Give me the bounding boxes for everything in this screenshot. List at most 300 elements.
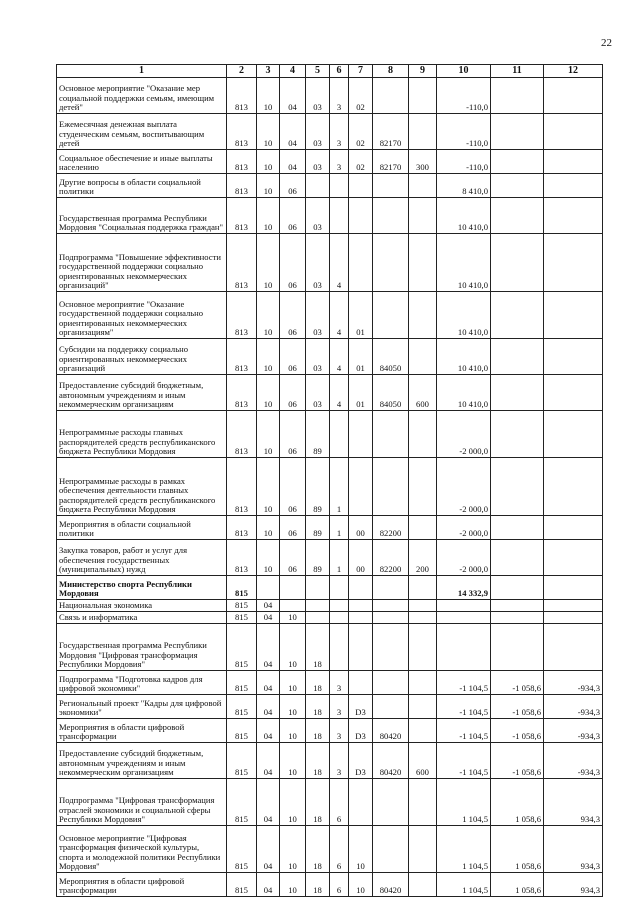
table-row — [57, 779, 603, 826]
table-cell: 03 — [306, 234, 330, 292]
table-cell: 813 — [227, 174, 257, 198]
table-cell — [373, 292, 409, 339]
table-cell: 04 — [257, 826, 280, 873]
table-cell: 89 — [306, 516, 330, 540]
table-cell: 10 — [280, 779, 306, 826]
table-row — [57, 78, 603, 114]
table-cell: 10 — [280, 671, 306, 695]
table-cell: 8 410,0 — [437, 174, 491, 198]
table-cell: 1 058,6 — [491, 826, 544, 873]
table-cell: 01 — [349, 375, 373, 411]
table-cell: 815 — [227, 612, 257, 624]
table-cell — [349, 198, 373, 234]
table-cell — [373, 198, 409, 234]
table-cell: 815 — [227, 743, 257, 779]
table-cell: 18 — [306, 624, 330, 671]
table-cell: 3 — [330, 695, 349, 719]
row-label: Социальное обеспечение и иные выплаты населению — [57, 150, 227, 174]
table-row — [57, 150, 603, 174]
row-label: Непрограммные расходы главных распорядителей средств республиканского бюджета Республики Мордовия — [57, 411, 227, 458]
table-cell: 06 — [280, 540, 306, 576]
table-cell: 82170 — [373, 150, 409, 174]
table-cell: 80420 — [373, 719, 409, 743]
table-cell — [491, 339, 544, 375]
table-cell: 80420 — [373, 873, 409, 897]
table-cell: 813 — [227, 114, 257, 150]
table-row — [57, 234, 603, 292]
table-cell: 06 — [280, 411, 306, 458]
table-cell: 815 — [227, 671, 257, 695]
table-cell — [491, 516, 544, 540]
table-cell: 934,3 — [544, 826, 603, 873]
table-cell: 815 — [227, 624, 257, 671]
table-cell — [544, 375, 603, 411]
table-row — [57, 458, 603, 516]
row-label: Национальная экономика — [57, 600, 227, 612]
table-cell: 815 — [227, 779, 257, 826]
table-cell: 10 — [280, 873, 306, 897]
table-cell: 813 — [227, 234, 257, 292]
table-cell: 84050 — [373, 339, 409, 375]
table-cell — [373, 411, 409, 458]
table-cell — [409, 411, 437, 458]
table-cell: 18 — [306, 671, 330, 695]
row-label: Государственная программа Республики Мордовия "Социальная поддержка граждан" — [57, 198, 227, 234]
table-cell: 3 — [330, 671, 349, 695]
table-cell: 10 — [257, 339, 280, 375]
table-cell — [349, 779, 373, 826]
table-cell: -1 058,6 — [491, 671, 544, 695]
table-cell: 04 — [257, 719, 280, 743]
table-cell: 00 — [349, 540, 373, 576]
table-cell: 10 — [280, 695, 306, 719]
table-cell — [491, 78, 544, 114]
table-cell — [437, 612, 491, 624]
table-cell: 6 — [330, 826, 349, 873]
table-row — [57, 292, 603, 339]
row-label: Министерство спорта Республики Мордовия — [57, 576, 227, 600]
table-cell — [373, 458, 409, 516]
table-cell — [544, 198, 603, 234]
table-cell: -934,3 — [544, 719, 603, 743]
row-label: Предоставление субсидий бюджетным, автономным учреждениям и иным некоммерческим организациям — [57, 743, 227, 779]
table-cell — [349, 174, 373, 198]
table-cell: 18 — [306, 743, 330, 779]
table-cell: 04 — [257, 779, 280, 826]
table-cell: 89 — [306, 540, 330, 576]
table-cell — [544, 292, 603, 339]
table-cell: -1 104,5 — [437, 719, 491, 743]
table-cell: 10 — [257, 540, 280, 576]
table-cell: 03 — [306, 292, 330, 339]
row-label: Предоставление субсидий бюджетным, автономным учреждениям и иным некоммерческим организациям — [57, 375, 227, 411]
table-cell: -934,3 — [544, 695, 603, 719]
table-cell — [491, 540, 544, 576]
table-cell: -2 000,0 — [437, 540, 491, 576]
table-cell: 3 — [330, 719, 349, 743]
table-cell: 6 — [330, 873, 349, 897]
table-cell — [373, 671, 409, 695]
table-cell: -934,3 — [544, 671, 603, 695]
table-cell: 04 — [280, 150, 306, 174]
table-cell: 1 — [330, 540, 349, 576]
table-cell — [373, 174, 409, 198]
row-label: Мероприятия в области социальной политики — [57, 516, 227, 540]
table-cell: 10 410,0 — [437, 198, 491, 234]
table-cell — [349, 576, 373, 600]
column-header: 5 — [306, 65, 330, 78]
table-cell: 04 — [257, 695, 280, 719]
table-cell: 18 — [306, 719, 330, 743]
table-cell — [409, 624, 437, 671]
table-cell: 1 104,5 — [437, 873, 491, 897]
table-row — [57, 695, 603, 719]
table-cell: 06 — [280, 234, 306, 292]
table-cell: 04 — [280, 78, 306, 114]
table-cell: 815 — [227, 576, 257, 600]
table-cell: 18 — [306, 826, 330, 873]
table-cell: 10 — [280, 743, 306, 779]
table-cell: 06 — [280, 516, 306, 540]
table-cell: 10 — [280, 612, 306, 624]
table-cell: 934,3 — [544, 873, 603, 897]
table-cell: 815 — [227, 826, 257, 873]
table-cell — [373, 695, 409, 719]
table-cell: 600 — [409, 375, 437, 411]
table-cell: 02 — [349, 150, 373, 174]
row-label: Субсидии на поддержку социально ориентированных некоммерческих организаций — [57, 339, 227, 375]
row-label: Закупка товаров, работ и услуг для обеспечения государственных (муниципальных) нужд — [57, 540, 227, 576]
table-cell: 813 — [227, 292, 257, 339]
table-cell: 89 — [306, 458, 330, 516]
table-cell: 10 — [257, 375, 280, 411]
table-cell: 6 — [330, 779, 349, 826]
table-cell — [409, 458, 437, 516]
table-row — [57, 411, 603, 458]
row-label: Мероприятия в области цифровой трансформации — [57, 719, 227, 743]
row-label: Основное мероприятие "Оказание мер социальной поддержки семьям, имеющим детей" — [57, 78, 227, 114]
table-cell — [409, 234, 437, 292]
table-row — [57, 576, 603, 600]
table-cell: 813 — [227, 516, 257, 540]
page-number: 22 — [601, 37, 612, 49]
table-cell — [306, 576, 330, 600]
table-cell: 1 — [330, 516, 349, 540]
table-cell: D3 — [349, 719, 373, 743]
table-cell: 04 — [257, 873, 280, 897]
table-cell: 06 — [280, 198, 306, 234]
table-cell: 813 — [227, 198, 257, 234]
table-cell — [349, 458, 373, 516]
table-cell: 10 410,0 — [437, 292, 491, 339]
table-cell — [306, 612, 330, 624]
table-cell — [306, 174, 330, 198]
table-cell: 200 — [409, 540, 437, 576]
table-cell: 18 — [306, 695, 330, 719]
table-cell: 3 — [330, 743, 349, 779]
table-cell: 10 — [280, 624, 306, 671]
column-header: 3 — [257, 65, 280, 78]
table-cell: -1 058,6 — [491, 743, 544, 779]
table-cell: -2 000,0 — [437, 411, 491, 458]
table-cell — [491, 198, 544, 234]
table-cell — [280, 576, 306, 600]
table-cell: 815 — [227, 695, 257, 719]
table-row — [57, 612, 603, 624]
table-cell: 18 — [306, 779, 330, 826]
column-header: 2 — [227, 65, 257, 78]
table-cell: 04 — [257, 600, 280, 612]
table-cell — [491, 612, 544, 624]
table-cell: 10 — [257, 458, 280, 516]
table-cell: 06 — [280, 458, 306, 516]
table-cell — [544, 516, 603, 540]
table-cell: 03 — [306, 375, 330, 411]
table-cell — [544, 78, 603, 114]
row-label: Основное мероприятие "Оказание государственной поддержки социально ориентированных некоммерческих организациям" — [57, 292, 227, 339]
table-cell: 815 — [227, 600, 257, 612]
table-cell: 10 — [257, 114, 280, 150]
column-header: 12 — [544, 65, 603, 78]
table-cell: 06 — [280, 174, 306, 198]
row-label: Связь и информатика — [57, 612, 227, 624]
table-cell — [349, 624, 373, 671]
table-cell: 01 — [349, 292, 373, 339]
table-cell — [330, 624, 349, 671]
column-header: 9 — [409, 65, 437, 78]
table-cell: -1 104,5 — [437, 743, 491, 779]
table-cell: 04 — [257, 671, 280, 695]
table-cell — [409, 174, 437, 198]
table-row — [57, 719, 603, 743]
table-cell — [544, 624, 603, 671]
table-row — [57, 516, 603, 540]
table-cell — [491, 624, 544, 671]
table-cell — [544, 540, 603, 576]
table-cell: 4 — [330, 234, 349, 292]
table-cell: -1 104,5 — [437, 671, 491, 695]
table-cell: 10 — [349, 873, 373, 897]
table-cell: 84050 — [373, 375, 409, 411]
table-cell: 4 — [330, 339, 349, 375]
table-cell — [491, 292, 544, 339]
table-cell: 06 — [280, 375, 306, 411]
table-cell: 815 — [227, 719, 257, 743]
column-header: 6 — [330, 65, 349, 78]
table-cell: -110,0 — [437, 114, 491, 150]
table-cell — [491, 150, 544, 174]
table-cell: 10 — [257, 411, 280, 458]
table-cell — [409, 779, 437, 826]
table-cell — [330, 411, 349, 458]
table-cell: 03 — [306, 150, 330, 174]
table-row — [57, 198, 603, 234]
table-cell: 01 — [349, 339, 373, 375]
table-cell: 82170 — [373, 114, 409, 150]
table-cell — [373, 826, 409, 873]
table-cell — [330, 600, 349, 612]
table-cell — [544, 411, 603, 458]
table-cell — [349, 600, 373, 612]
table-row — [57, 873, 603, 897]
table-cell — [409, 516, 437, 540]
table-cell: 813 — [227, 375, 257, 411]
table-row — [57, 624, 603, 671]
table-cell: 813 — [227, 540, 257, 576]
row-label: Ежемесячная денежная выплата студенческим семьям, воспитывающим детей — [57, 114, 227, 150]
table-cell: 10 — [257, 292, 280, 339]
column-header: 8 — [373, 65, 409, 78]
table-cell: 10 410,0 — [437, 339, 491, 375]
table-cell — [544, 612, 603, 624]
table-cell — [373, 234, 409, 292]
table-cell — [544, 600, 603, 612]
column-header: 10 — [437, 65, 491, 78]
table-cell — [544, 150, 603, 174]
table-cell: 82200 — [373, 516, 409, 540]
table-cell — [491, 600, 544, 612]
table-cell: 1 — [330, 458, 349, 516]
table-cell: -2 000,0 — [437, 458, 491, 516]
table-cell: 89 — [306, 411, 330, 458]
table-row — [57, 174, 603, 198]
table-cell: 03 — [306, 114, 330, 150]
table-cell — [491, 114, 544, 150]
table-row — [57, 375, 603, 411]
table-cell: 02 — [349, 114, 373, 150]
table-cell: 4 — [330, 292, 349, 339]
table-cell: 80420 — [373, 743, 409, 779]
table-cell: 3 — [330, 150, 349, 174]
table-cell: 813 — [227, 339, 257, 375]
table-cell: 1 058,6 — [491, 873, 544, 897]
table-cell: 10 410,0 — [437, 375, 491, 411]
table-cell — [409, 612, 437, 624]
row-label: Государственная программа Республики Мордовия "Цифровая трансформация Республики Мордовия" — [57, 624, 227, 671]
table-cell: 04 — [280, 114, 306, 150]
table-cell: 04 — [257, 624, 280, 671]
table-cell: 03 — [306, 78, 330, 114]
table-cell — [409, 339, 437, 375]
table-cell: 934,3 — [544, 779, 603, 826]
table-cell: 813 — [227, 150, 257, 174]
table-cell: 82200 — [373, 540, 409, 576]
table-cell — [491, 234, 544, 292]
table-row — [57, 540, 603, 576]
table-cell: 04 — [257, 743, 280, 779]
table-cell — [280, 600, 306, 612]
table-cell — [544, 114, 603, 150]
column-header: 11 — [491, 65, 544, 78]
table-cell: D3 — [349, 743, 373, 779]
table-cell: 10 — [280, 826, 306, 873]
column-header: 7 — [349, 65, 373, 78]
table-row — [57, 600, 603, 612]
table-cell — [491, 375, 544, 411]
table-cell: -1 104,5 — [437, 695, 491, 719]
row-label: Подпрограмма "Цифровая трансформация отраслей экономики и социальной сферы Республики Мордовия" — [57, 779, 227, 826]
table-cell: 10 — [257, 174, 280, 198]
table-cell: 10 — [349, 826, 373, 873]
table-cell: 02 — [349, 78, 373, 114]
table-cell — [349, 612, 373, 624]
table-cell: 06 — [280, 339, 306, 375]
row-label: Мероприятия в области цифровой трансформации — [57, 873, 227, 897]
table-cell — [409, 826, 437, 873]
table-row — [57, 114, 603, 150]
table-row — [57, 743, 603, 779]
table-cell: 10 — [257, 78, 280, 114]
table-row — [57, 826, 603, 873]
table-cell — [373, 779, 409, 826]
table-cell: 10 — [257, 234, 280, 292]
table-cell — [491, 411, 544, 458]
row-label: Другие вопросы в области социальной политики — [57, 174, 227, 198]
table-cell — [373, 624, 409, 671]
table-cell — [349, 234, 373, 292]
table-cell: 06 — [280, 292, 306, 339]
table-cell — [491, 458, 544, 516]
table-cell — [330, 174, 349, 198]
row-label: Подпрограмма "Повышение эффективности государственной поддержки социально ориентированных некоммерческих организаций" — [57, 234, 227, 292]
table-cell: 813 — [227, 458, 257, 516]
table-cell — [257, 576, 280, 600]
column-header: 1 — [57, 65, 227, 78]
table-cell: 815 — [227, 873, 257, 897]
table-cell — [409, 198, 437, 234]
table-cell — [409, 719, 437, 743]
table-cell: -934,3 — [544, 743, 603, 779]
table-cell: 813 — [227, 411, 257, 458]
table-cell: 1 058,6 — [491, 779, 544, 826]
column-header: 4 — [280, 65, 306, 78]
table-cell: 00 — [349, 516, 373, 540]
table-cell: 10 — [257, 150, 280, 174]
table-cell — [330, 198, 349, 234]
table-cell: 18 — [306, 873, 330, 897]
table-cell — [437, 600, 491, 612]
table-cell — [437, 624, 491, 671]
table-cell: 04 — [257, 612, 280, 624]
table-cell — [409, 873, 437, 897]
row-label: Основное мероприятие "Цифровая трансформация физической культуры, спорта и молодежной политики Республики Мордовия" — [57, 826, 227, 873]
table-cell — [330, 576, 349, 600]
table-cell: 14 332,9 — [437, 576, 491, 600]
table-cell: 10 — [257, 516, 280, 540]
row-label: Подпрограмма "Подготовка кадров для цифровой экономики" — [57, 671, 227, 695]
table-cell — [373, 78, 409, 114]
table-cell — [373, 612, 409, 624]
table-cell — [409, 600, 437, 612]
table-cell: D3 — [349, 695, 373, 719]
table-cell — [330, 612, 349, 624]
table-cell: 4 — [330, 375, 349, 411]
table-cell: 300 — [409, 150, 437, 174]
table-cell: 10 — [257, 198, 280, 234]
table-cell: 03 — [306, 198, 330, 234]
table-cell: 10 — [280, 719, 306, 743]
table-cell — [409, 114, 437, 150]
table-row — [57, 339, 603, 375]
table-cell — [409, 78, 437, 114]
table-cell — [409, 292, 437, 339]
row-label: Непрограммные расходы в рамках обеспечения деятельности главных распорядителей средств республиканского бюджета Республики Мордовия — [57, 458, 227, 516]
table-cell — [409, 695, 437, 719]
table-cell — [544, 234, 603, 292]
table-cell: 600 — [409, 743, 437, 779]
table-cell — [349, 411, 373, 458]
table-header-row — [57, 65, 603, 78]
